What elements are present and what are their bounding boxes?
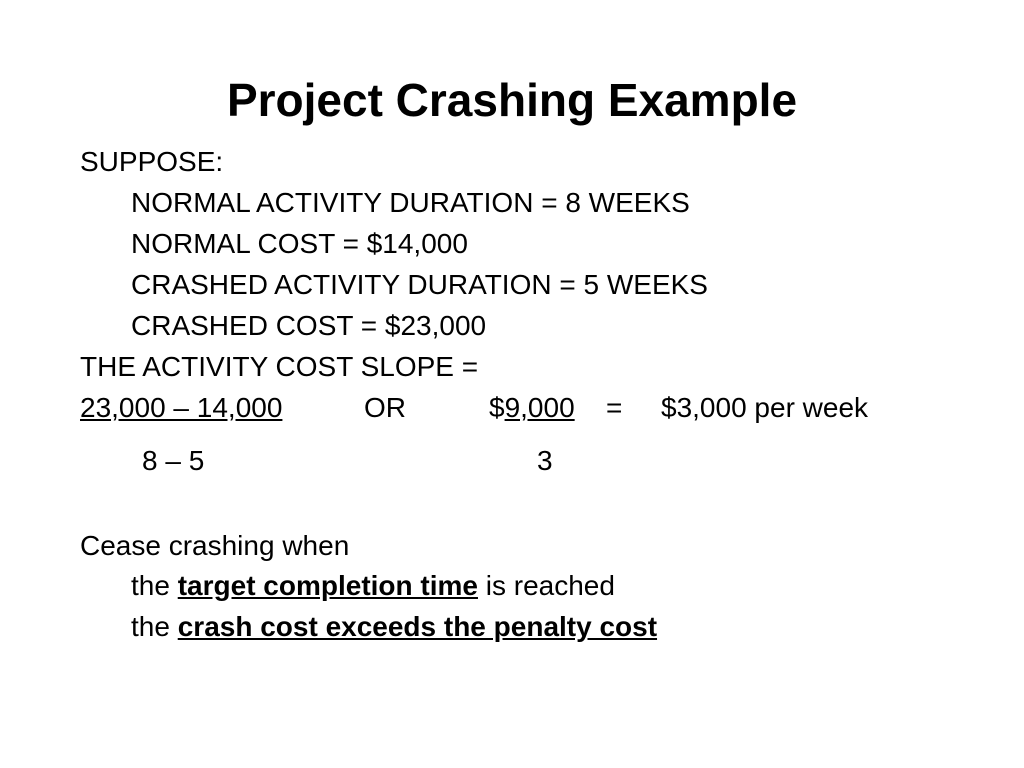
condition-suffix: is reached <box>485 570 615 601</box>
slide-title: Project Crashing Example <box>226 74 798 126</box>
simplified-numerator-value: 9,000 <box>504 392 575 423</box>
crashed-duration-item: CRASHED ACTIVITY DURATION = 5 WEEKS <box>131 269 708 300</box>
condition-emphasis: target completion time <box>177 570 478 601</box>
slope-denominator: 8 – 5 <box>142 445 205 476</box>
cease-condition-item <box>131 569 615 603</box>
cost-slope-label: THE ACTIVITY COST SLOPE = <box>80 351 479 382</box>
crashed-cost-item: CRASHED COST = $23,000 <box>131 310 487 341</box>
slope-result: $3,000 per week <box>661 392 869 423</box>
normal-cost-item: NORMAL COST = $14,000 <box>131 228 468 259</box>
condition-emphasis: crash cost exceeds the penalty cost <box>177 611 658 642</box>
equals-sign: = <box>606 392 623 423</box>
cease-condition-item <box>131 610 657 644</box>
simplified-fraction-numerator <box>489 391 575 425</box>
condition-prefix: the <box>131 611 170 642</box>
dollar-sign: $ <box>489 392 505 423</box>
suppose-label: SUPPOSE: <box>80 146 224 177</box>
slope-numerator: 23,000 – 14,000 <box>80 392 283 423</box>
normal-duration-item: NORMAL ACTIVITY DURATION = 8 WEEKS <box>131 187 690 218</box>
condition-prefix: the <box>131 570 170 601</box>
or-separator: OR <box>364 392 406 423</box>
cease-label: Cease crashing when <box>80 530 350 561</box>
simplified-denominator: 3 <box>537 445 553 476</box>
